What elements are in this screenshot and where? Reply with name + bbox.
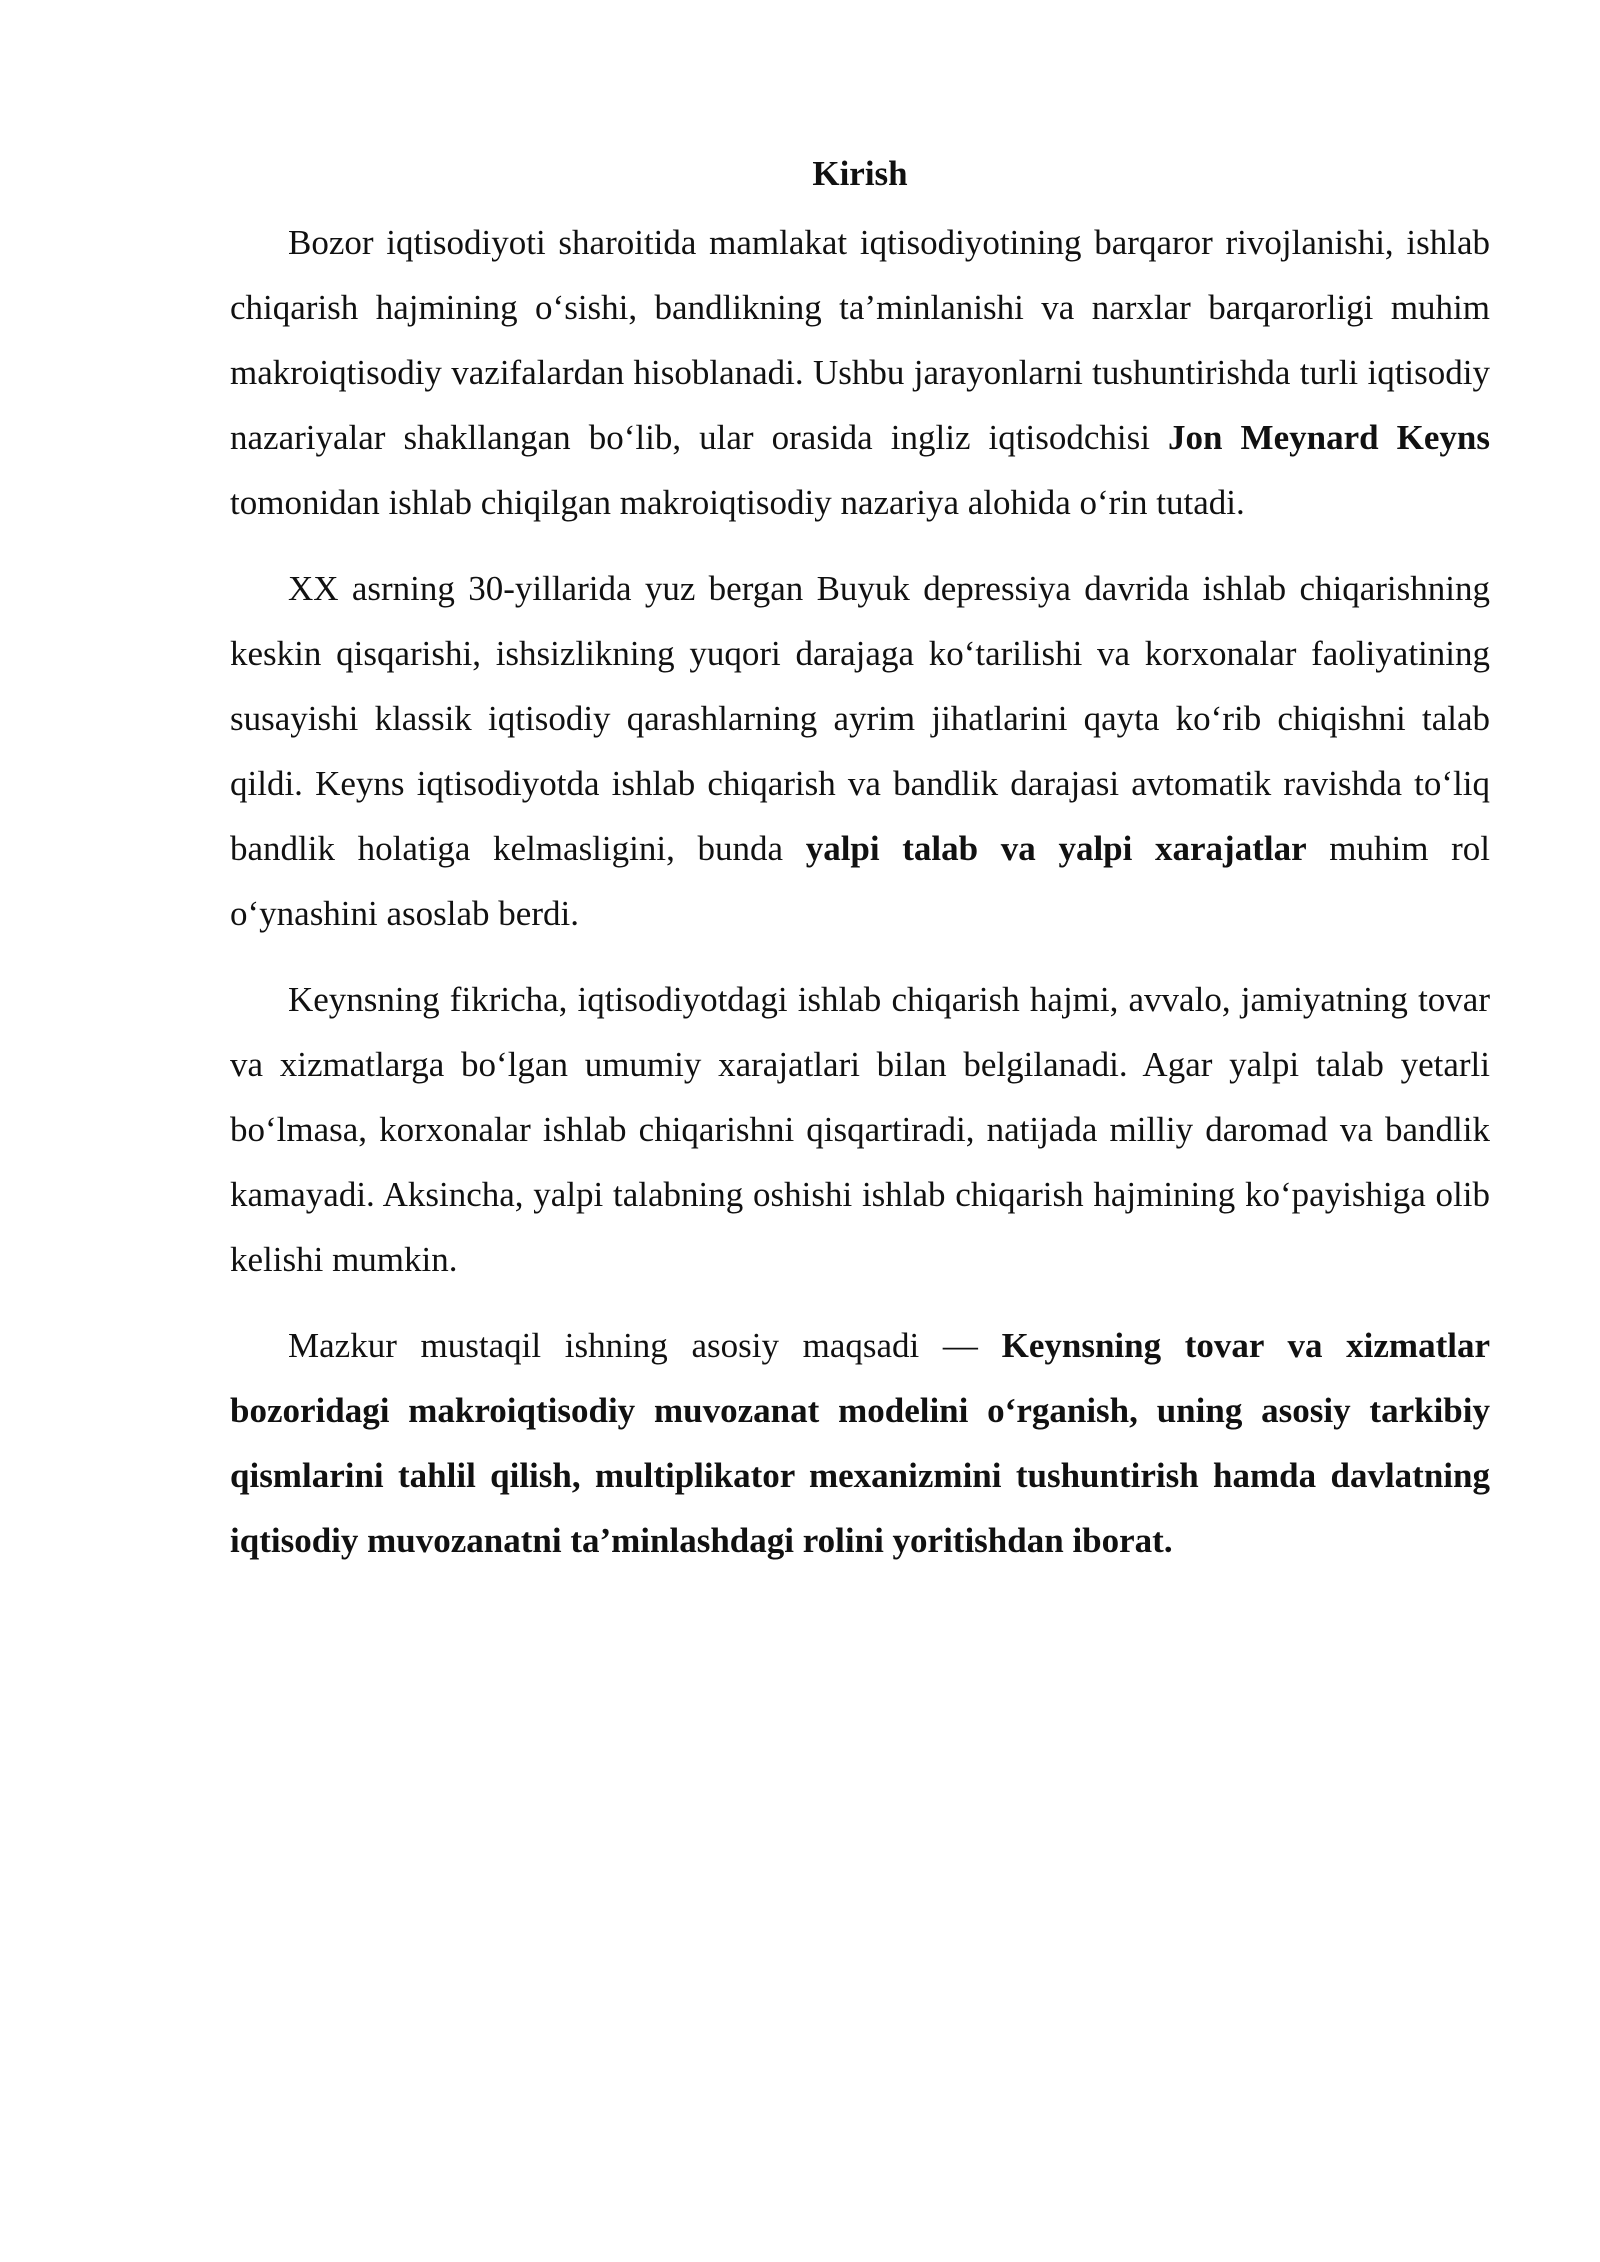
paragraph-keyns-view [230, 967, 1490, 1292]
paragraph-text: XX asrning 30-yillarida yuz bergan Buyuk depressiya davrida ishlab chiqarishning keskin qisqarishi, ishsizlikning yuqori darajaga ko‘tarilishi va korxonalar faoliyatining susayishi klassik iqtisodiy qarashlarning ayrim jihatlarini qayta ko‘rib chiqishni talab qildi. Keyns iqtisodiyotda ishlab chiqarish va bandlik darajasi avtomatik ravishda to‘liq bandlik holatiga kelmasligini, bunda [230, 569, 1490, 868]
bold-goal-statement: Keynsning tovar va xizmatlar bozoridagi makroiqtisodiy muvozanat modelini o‘rganish, uning asosiy tarkibiy qismlarini tahlil qilish, multiplikator mexanizmini tushuntirish hamda davlatning iqtisodiy muvozanatni ta’minlashdagi rolini yoritishdan iborat. [230, 1326, 1490, 1560]
document-body [230, 148, 1490, 1594]
paragraph-text: Mazkur mustaqil ishning asosiy maqsadi — [288, 1326, 1002, 1365]
paragraph-text: Bozor iqtisodiyoti sharoitida mamlakat iqtisodiyotining barqaror rivojlanishi, ishlab chiqarish hajmining o‘sishi, bandlikning ta’minlanishi va narxlar barqarorligi muhim makroiqtisodiy vazifalardan hisoblanadi. Ushbu jarayonlarni tushuntirishda turli iqtisodiy nazariyalar shakllangan bo‘lib, ular orasida ingliz iqtisodchisi [230, 223, 1490, 457]
page-title: Kirish [812, 154, 908, 193]
bold-name-keyns: Jon Meynard Keyns [1168, 418, 1490, 457]
paragraph-goal [230, 1313, 1490, 1573]
bold-term-aggregate-demand: yalpi talab va yalpi xarajatlar [805, 829, 1307, 868]
paragraph-text: tomonidan ishlab chiqilgan makroiqtisodiy nazariya alohida o‘rin tutadi. [230, 483, 1245, 522]
paragraph-intro [230, 210, 1490, 535]
paragraph-depression [230, 556, 1490, 946]
paragraph-text: Keynsning fikricha, iqtisodiyotdagi ishlab chiqarish hajmi, avvalo, jamiyatning tovar va xizmatlarga bo‘lgan umumiy xarajatlari bilan belgilanadi. Agar yalpi talab yetarli bo‘lmasa, korxonalar ishlab chiqarishni qisqartiradi, natijada milliy daromad va bandlik kamayadi. Aksincha, yalpi talabning oshishi ishlab chiqarish hajmining ko‘payishiga olib kelishi mumkin. [230, 980, 1490, 1279]
paragraph-text: muhim rol o‘ynashini asoslab berdi. [230, 829, 1490, 933]
